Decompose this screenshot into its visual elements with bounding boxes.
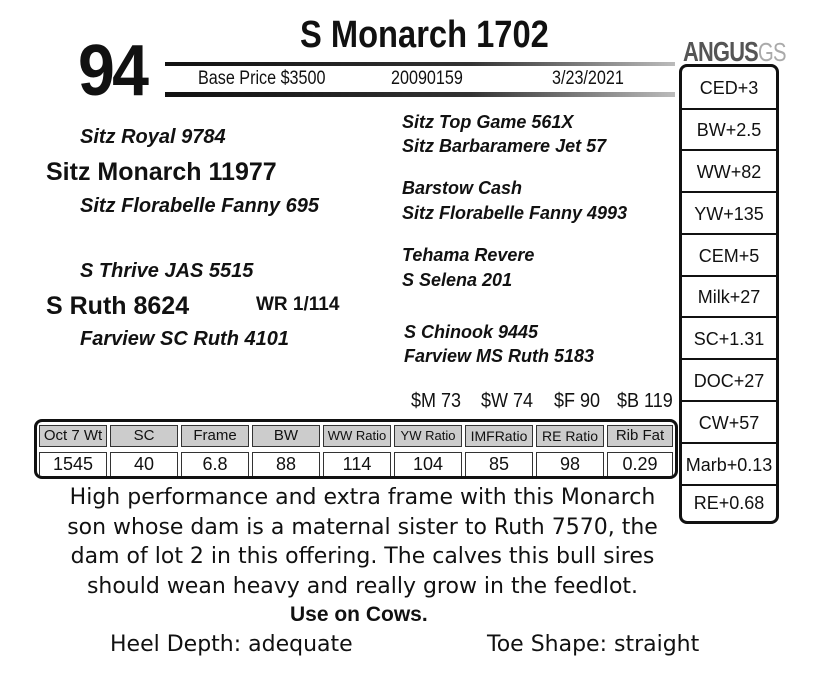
dam-sire: S Thrive JAS 5515 xyxy=(80,260,254,282)
use-note: Use on Cows. xyxy=(290,603,428,626)
epd-marb: Marb+0.13 xyxy=(682,444,776,486)
heel-depth: Heel Depth: adequate xyxy=(110,632,353,657)
index-feedlot: $F 90 xyxy=(554,390,601,412)
table-value: 6.8 xyxy=(181,452,249,477)
sire-dam: Sitz Florabelle Fanny 695 xyxy=(80,195,319,217)
epd-re: RE+0.68 xyxy=(693,493,765,513)
toe-shape: Toe Shape: straight xyxy=(487,632,700,657)
sire-sire: Sitz Royal 9784 xyxy=(80,126,226,148)
table-value: 85 xyxy=(465,452,533,477)
table-header: IMFRatio xyxy=(465,425,533,447)
table-header: SC xyxy=(110,425,178,447)
table-header: Rib Fat xyxy=(607,425,673,447)
epd-cem: CEM+5 xyxy=(682,235,776,277)
epd-doc: DOC+27 xyxy=(682,360,776,402)
table-header: YW Ratio xyxy=(394,425,462,447)
epd-milk: Milk+27 xyxy=(682,277,776,318)
performance-table xyxy=(34,419,678,479)
bull-name: S Monarch 1702 xyxy=(300,14,549,56)
epd-column xyxy=(679,64,779,524)
epd-ww: WW+82 xyxy=(682,151,776,193)
registration-number: 20090159 xyxy=(391,68,463,89)
index-weaning: $W 74 xyxy=(481,390,534,412)
table-value: 104 xyxy=(394,452,462,477)
table-value: 114 xyxy=(323,452,391,477)
table-value: 1545 xyxy=(39,452,107,477)
dam-weaning-ratio: WR 1/114 xyxy=(256,294,340,315)
logo-main: ANGUS xyxy=(683,36,758,67)
epd-ced: CED+3 xyxy=(682,67,776,110)
index-beef: $B 119 xyxy=(617,390,673,412)
dam-dam: Farview SC Ruth 4101 xyxy=(80,328,289,350)
description-line: son whose dam is a maternal sister to Ruth 7570, the xyxy=(67,514,658,540)
dam-dam-dam: Farview MS Ruth 5183 xyxy=(404,346,595,366)
epd-yw: YW+135 xyxy=(682,193,776,235)
table-header: Frame xyxy=(181,425,249,447)
table-value: 88 xyxy=(252,452,320,477)
sire-sire-sire: Sitz Top Game 561X xyxy=(402,112,574,132)
description-line: dam of lot 2 in this offering. The calves this bull sires xyxy=(70,544,655,569)
table-value: 0.29 xyxy=(607,452,673,477)
epd-bw: BW+2.5 xyxy=(682,110,776,151)
index-maternal: $M 73 xyxy=(411,390,462,412)
sire-sire-dam: Sitz Barbaramere Jet 57 xyxy=(402,136,607,156)
epd-cw: CW+57 xyxy=(682,402,776,444)
title-rule-top xyxy=(165,62,675,66)
logo-suffix: GS xyxy=(757,37,786,67)
table-header: RE Ratio xyxy=(536,425,604,447)
table-header: BW xyxy=(252,425,320,447)
dam-sire-dam: S Selena 201 xyxy=(402,270,513,290)
title-rule-bottom xyxy=(165,92,675,97)
description-line: should wean heavy and really grow in the feedlot. xyxy=(86,573,639,599)
epd-sc: SC+1.31 xyxy=(682,318,776,360)
table-value: 98 xyxy=(536,452,604,477)
base-price: Base Price $3500 xyxy=(198,68,326,89)
description-line: High performance and extra frame with this Monarch xyxy=(69,485,656,510)
dam: S Ruth 8624 xyxy=(46,292,190,320)
table-value: 40 xyxy=(110,452,178,477)
sire: Sitz Monarch 11977 xyxy=(46,158,277,186)
sire-dam-sire: Barstow Cash xyxy=(402,178,523,198)
birth-date: 3/23/2021 xyxy=(552,68,624,89)
table-header: Oct 7 Wt xyxy=(39,425,107,447)
dam-dam-sire: S Chinook 9445 xyxy=(404,322,539,342)
description xyxy=(50,483,675,601)
dam-sire-sire: Tehama Revere xyxy=(402,245,535,265)
sire-dam-dam: Sitz Florabelle Fanny 4993 xyxy=(402,203,628,223)
table-header: WW Ratio xyxy=(323,425,391,447)
lot-number: 94 xyxy=(78,31,147,111)
